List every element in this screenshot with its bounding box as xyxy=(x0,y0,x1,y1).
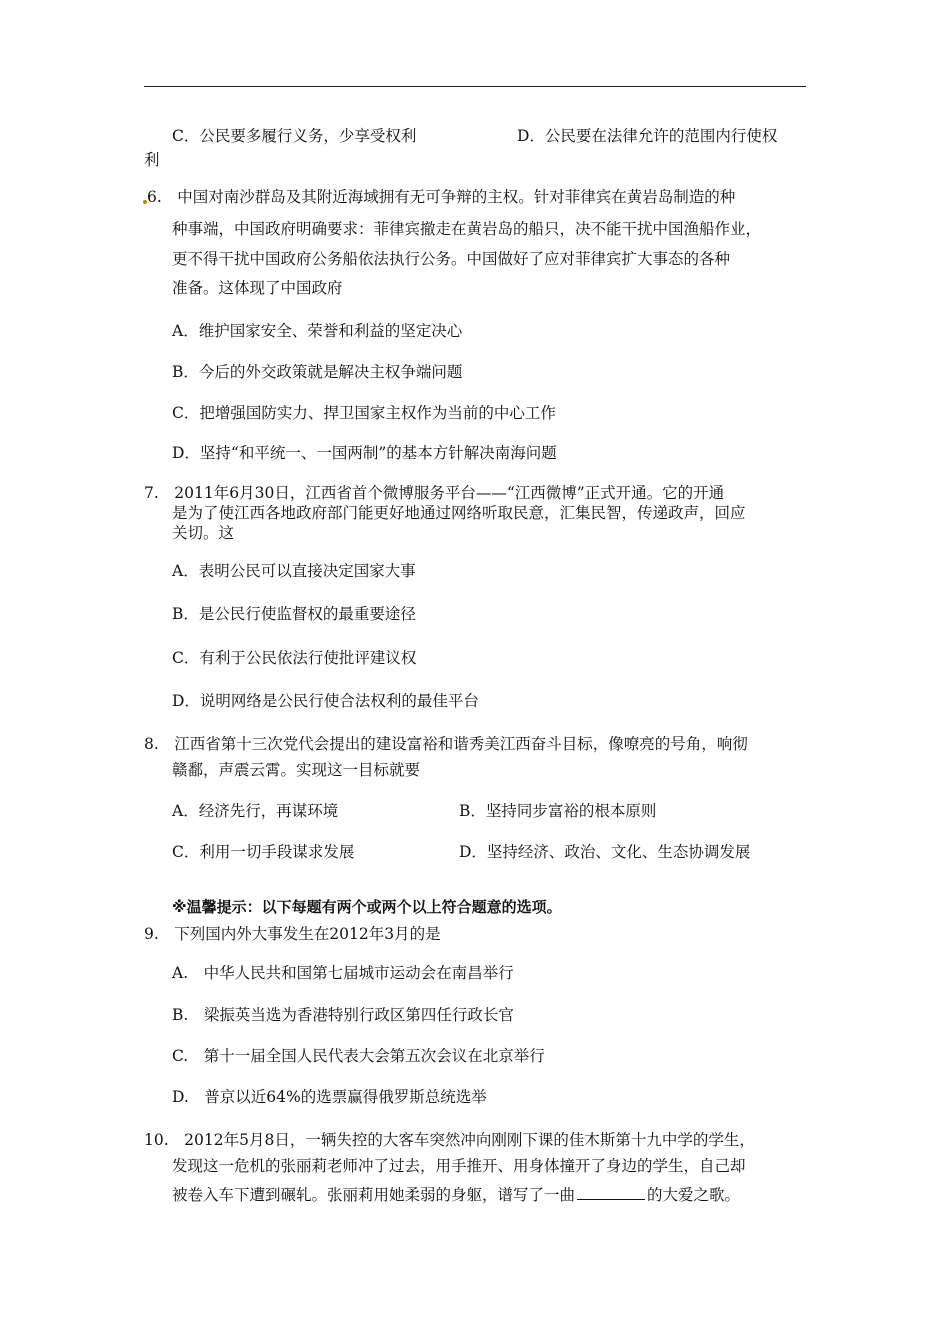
q9-option-d: D. 普京以近64%的选票赢得俄罗斯总统选举 xyxy=(172,1088,487,1106)
q7-option-b: B．是公民行使监督权的最重要途径 xyxy=(172,605,416,623)
prev-option-c: C．公民要多履行义务，少享受权利 xyxy=(172,127,417,145)
q6-option-c: C．把增强国防实力、捍卫国家主权作为当前的中心工作 xyxy=(172,404,556,422)
q10-stem-line: 10. 2012年5月8日，一辆失控的大客车突然冲向刚刚下课的佳木斯第十九中学的学生， xyxy=(144,1131,755,1149)
answer-blank xyxy=(577,1185,645,1200)
header-rule xyxy=(144,86,806,87)
q8-option-c: C．利用一切手段谋求发展 xyxy=(172,843,355,861)
q7-stem-line: 7. 2011年6月30日，江西省首个微博服务平台——“江西微博”正式开通。它的开通 xyxy=(144,484,725,502)
q10-stem-line: 发现这一危机的张丽莉老师冲了过去，用手推开、用身体撞开了身边的学生，自己却 xyxy=(172,1157,746,1175)
q9-option-b: B. 梁振英当选为香港特别行政区第四任行政长官 xyxy=(172,1006,514,1024)
prev-option-d: D．公民要在法律允许的范围内行使权 xyxy=(517,127,778,145)
q10-stem-last-line xyxy=(172,1185,740,1204)
q6-option-a: A．维护国家安全、荣誉和利益的坚定决心 xyxy=(172,322,463,340)
q7-option-d: D．说明网络是公民行使合法权利的最佳平台 xyxy=(172,692,479,710)
q10-stem-tail: 的大爱之歌。 xyxy=(647,1186,741,1204)
q9-option-a: A. 中华人民共和国第七届城市运动会在南昌举行 xyxy=(172,964,514,982)
q9-option-c: C. 第十一届全国人民代表大会第五次会议在北京举行 xyxy=(172,1047,545,1065)
q6-stem-line: 准备。这体现了中国政府 xyxy=(172,279,343,297)
q7-stem-line: 关切。这 xyxy=(172,524,235,542)
q10-stem-text: 被卷入车下遭到碾轧。张丽莉用她柔弱的身躯，谱写了一曲 xyxy=(172,1186,576,1204)
q6-option-b: B．今后的外交政策就是解决主权争端问题 xyxy=(172,363,463,381)
q9-stem: 9. 下列国内外大事发生在2012年3月的是 xyxy=(144,925,441,943)
q7-stem-line: 是为了使江西各地政府部门能更好地通过网络听取民意，汇集民智，传递政声，回应 xyxy=(172,504,746,522)
q7-option-a: A．表明公民可以直接决定国家大事 xyxy=(172,562,416,580)
prev-option-d-wrap: 利 xyxy=(144,151,160,169)
q6-option-d: D．坚持“和平统一、一国两制”的基本方针解决南海问题 xyxy=(172,444,557,462)
q8-option-b: B．坚持同步富裕的根本原则 xyxy=(459,802,657,820)
q8-stem-line: 8. 江西省第十三次党代会提出的建设富裕和谐秀美江西奋斗目标，像嘹亮的号角，响彻 xyxy=(144,735,748,753)
q8-stem-line: 赣鄱，声震云霄。实现这一目标就要 xyxy=(172,761,421,779)
q8-option-a: A．经济先行，再谋环境 xyxy=(172,802,339,820)
q8-option-d: D．坚持经济、政治、文化、生态协调发展 xyxy=(459,843,751,861)
q6-stem-line: 6. 中国对南沙群岛及其附近海域拥有无可争辩的主权。针对菲律宾在黄岩岛制造的种 xyxy=(147,188,736,206)
multi-choice-tip: ※温馨提示：以下每题有两个或两个以上符合题意的选项。 xyxy=(172,898,562,916)
q7-option-c: C．有利于公民依法行使批评建议权 xyxy=(172,649,417,667)
q6-stem-line: 种事端，中国政府明确要求：菲律宾撤走在黄岩岛的船只，决不能干扰中国渔船作业， xyxy=(172,220,762,238)
q6-stem-line: 更不得干扰中国政府公务船依法执行公务。中国做好了应对菲律宾扩大事态的各种 xyxy=(172,250,731,268)
